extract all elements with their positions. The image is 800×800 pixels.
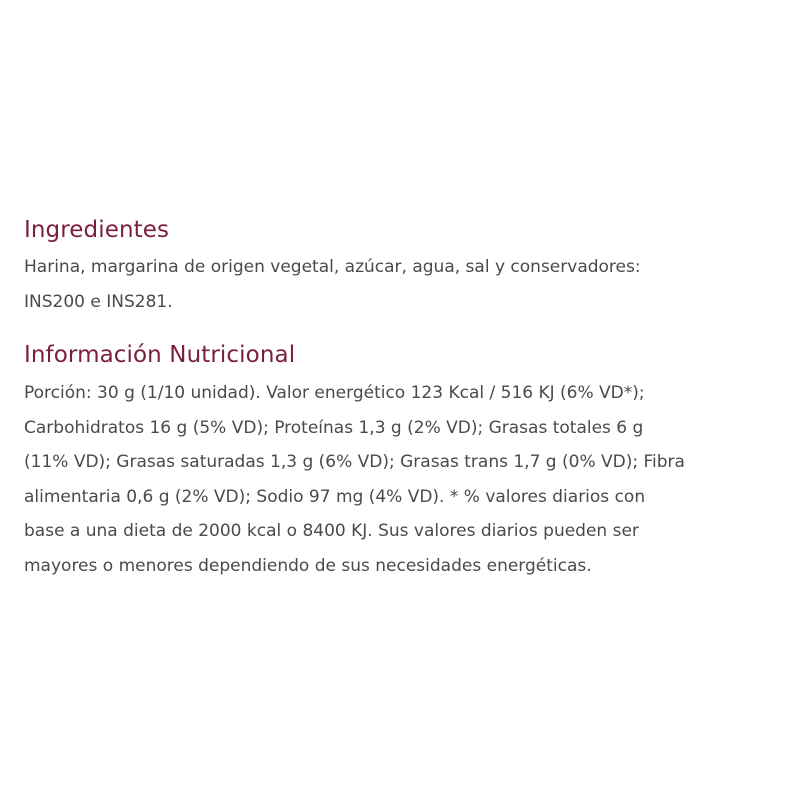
ingredients-line: Harina, margarina de origen vegetal, azúcar, agua, sal y conservadores: — [24, 257, 641, 277]
nutrition-line: alimentaria 0,6 g (2% VD); Sodio 97 mg (4% VD). * % valores diarios con — [24, 486, 646, 507]
ingredients-heading: Ingredientes — [24, 217, 170, 243]
nutrition-heading: Información Nutricional — [24, 342, 296, 368]
ingredients-line: INS200 e INS281. — [24, 291, 173, 312]
nutrition-line: Carbohidratos 16 g (5% VD); Proteínas 1,3 g (2% VD); Grasas totales 6 g — [24, 417, 644, 438]
ingredients-text — [24, 250, 764, 319]
nutrition-line: mayores o menores dependiendo de sus necesidades energéticas. — [24, 555, 592, 576]
nutrition-line: (11% VD); Grasas saturadas 1,3 g (6% VD); Grasas trans 1,7 g (0% VD); Fibra — [24, 452, 685, 472]
nutrition-line: base a una dieta de 2000 kcal o 8400 KJ. Sus valores diarios pueden ser — [24, 521, 639, 541]
nutrition-text — [24, 376, 764, 583]
product-info — [24, 212, 764, 583]
nutrition-line: Porción: 30 g (1/10 unidad). Valor energético 123 Kcal / 516 KJ (6% VD*); — [24, 383, 645, 403]
